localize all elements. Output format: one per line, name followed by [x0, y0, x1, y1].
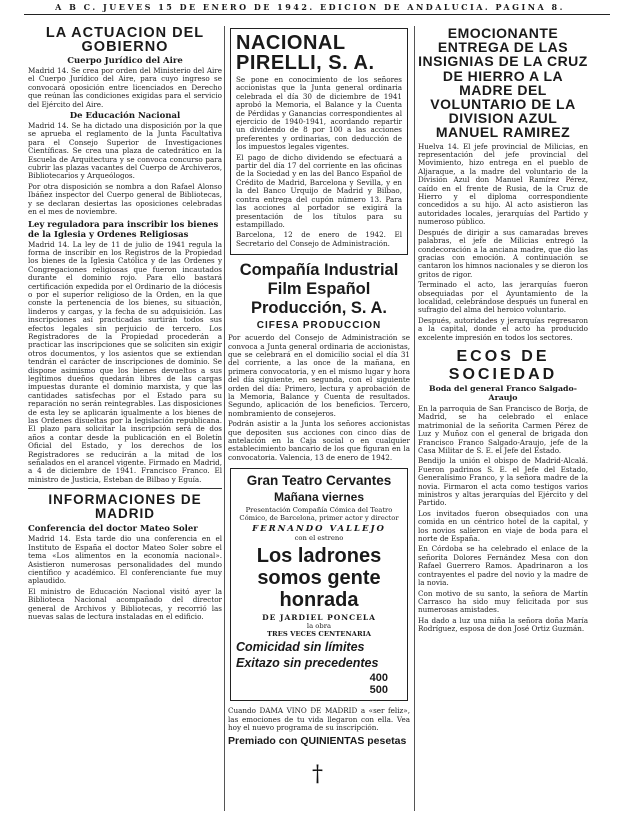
- pirelli-notice: [230, 28, 408, 255]
- society-subhead: Boda del general Franco Salgado-Araujo: [429, 383, 577, 402]
- air-legal-corps-subhead: Cuerpo Jurídico del Aire: [67, 56, 183, 66]
- masthead-rule: [24, 14, 610, 15]
- pirelli-headline: NACIONAL PIRELLI, S. A.: [236, 32, 375, 74]
- cifesa-subhead: CIFESA PRODUCCION: [256, 320, 382, 332]
- madrid-news-headline: INFORMACIONES DE MADRID: [48, 492, 202, 522]
- exito-line: Exitazo sin precedentes: [236, 656, 379, 671]
- church-law-headline: Ley reguladora para inscribir los bienes de la Iglesia y Ordenes Religiosas: [28, 219, 219, 240]
- comicidad-line: Comicidad sin límites: [236, 640, 365, 655]
- society-text-2: Bendijo la unión el obispo de Madrid-Alcalá. Fueron padrinos S. E. el Jefe del Estado, Generalísimo Franco, y la señora madre de la novia. Firmaron el acta como testigos varios ministros y altas jerarquías del Ejército y del Partido.: [418, 456, 588, 508]
- society-text-6: Ha dado a luz una niña la señora doña María Rodríguez, esposa de don José Ortiz Guzmán.: [418, 615, 588, 634]
- society-text-1: En la parroquia de San Francisco de Borja, de Madrid, se ha celebrado el enlace matrimonial de la señorita Carmen Pérez de Luz y Muñoz con el general de brigada don Francisco Franco Salgado-Araujo, jefe de la Casa Militar de S. E. el Jefe del Estado.: [418, 403, 588, 455]
- conference-subhead: Conferencia del doctor Mateo Soler: [28, 524, 198, 535]
- play-author: DE JARDIEL PONCELA: [262, 613, 376, 623]
- society-text-3: Los invitados fueron obsequiados con una comida en un céntrico hotel de la capital, y los novios salieron en viaje de boda para el norte de España.: [418, 508, 588, 544]
- church-law-text: Madrid 14. La ley de 11 de julio de 1941 regula la forma de inscribir en los Registros de la Propiedad los bienes de la Iglesia Católica y de las Ordenes y Congregaciones religiosas que fueron incautados durante el dominio rojo. Para ello bastará certificación expedida por el Ordinario de la diócesis o por el superior religioso de la Orden, en la que conste la pertenencia de los bienes, su situación, linderos y cargas, y la fecha de su adquisición. Las inscripciones así practicadas surtirán todos sus efectos legales sin perjuicio de tercero. Los Registradores de la Propiedad procederán a practicar las inscripciones que se soliciten sin exigir otros documentos, y los asientos que se extiendan tendrán el carácter de inscripciones de dominio. Se dispone asimismo que los bienes devueltos a sus legítimos dueños quedarán libres de las cargas impuestas durante el dominio marxista, y que las cantidades satisfechas por el Estado para su reparación no serán reintegrables. Las disposiciones de esta ley se aplicarán igualmente a los bienes de las Ordenes disueltas por la legislación republicana. El plazo para solicitar la inscripción será de dos años a contar desde la publicación en el Boletín Oficial del Estado, y los derechos de los Registradores se reducirán a la mitad de los señalados en el arancel vigente. Firmado en Madrid, a 4 de diciembre de 1941. Francisco Franco. El ministro de Justicia, Esteban de Bilbao y Eguía.: [28, 239, 222, 484]
- conference-text: Madrid 14. Esta tarde dio una conferencia en el Instituto de España el doctor Mateo Soler sobre el tema «Los alimentos en la economía nacional». Asistieron numerosas personalidades del mundo científico y académico. El conferenciante fue muy aplaudido.: [28, 534, 222, 586]
- teatro-actor: FERNANDO VALLEJO: [252, 524, 386, 535]
- teatro-company: Presentación Compañía Cómica del Teatro Cómico, de Barcelona, primer actor y director: [239, 506, 399, 523]
- education-text-2: Por otra disposición se nombra a don Rafael Alonso Ibáñez inspector del Cuerpo general de Bibliotecas, y se declaran desiertas las oposiciones celebradas en el mes de noviembre.: [28, 181, 222, 217]
- column-news: [418, 26, 588, 811]
- society-text-4: En Córdoba se ha celebrado el enlace de la señorita Dolores Fernández Mesa con don Rafael Guerrero Ramos. Apadrinaron a los contrayentes el padre del novio y la madre de la novia.: [418, 544, 588, 588]
- section-rule: [28, 488, 222, 489]
- showtime-1: 400: [369, 672, 388, 685]
- showtime-2: 500: [369, 684, 388, 697]
- column-divider-1: [224, 26, 225, 811]
- library-visit-text: El ministro de Educación Nacional visitó ayer la Biblioteca Nacional acompañado del director general de Archivos y Bibliotecas, y recorrió las nuevas salas de lectura instaladas en el edificio.: [28, 586, 222, 621]
- lottery-prize-line: Premiado con QUINIENTAS pesetas: [228, 735, 407, 748]
- play-centenary: TRES VECES CENTENARIA: [266, 630, 372, 639]
- cifesa-headline: Compañía Industrial Film Español Producción, S. A.: [239, 261, 399, 318]
- cifesa-text-2: Podrán asistir a la Junta los señores accionistas que depositen sus acciones con cinco días de antelación en la Caja social o en cualquier establecimiento bancario de los que figuran en la convocatoria. Valencia, 13 de enero de 1942.: [228, 419, 410, 462]
- society-text-5: Con motivo de su santo, la señora de Martín Carrasco ha sido muy felicitada por sus numerosas amistades.: [418, 588, 588, 615]
- iron-cross-headline: EMOCIONANTE ENTREGA DE LAS INSIGNIAS DE LA CRUZ DE HIERRO A LA MADRE DEL VOLUNTARIO DE LA DIVISION AZUL MANUEL RAMIREZ: [418, 26, 588, 141]
- iron-cross-text-2: Después de dirigir a sus camaradas breves palabras, el jefe de Milicias entregó la condecoración a la anciana madre, que dio las gracias con emoción. A continuación se cantaron los himnos nacionales y se dieron los gritos de rigor.: [418, 227, 588, 279]
- column-ads: [228, 26, 410, 811]
- teatro-ad: [230, 468, 408, 701]
- showtimes: [236, 672, 388, 696]
- teatro-title: Gran Teatro Cervantes: [246, 473, 392, 489]
- iron-cross-text-4: Después, autoridades y jerarquías regresaron a la capital, donde el acto ha producido excelente impresión en todos los sectores.: [418, 315, 588, 342]
- iron-cross-text-1: Huelva 14. El jefe provincial de Milicias, en representación del jefe provincial del Movimiento, hizo entrega en el pueblo de Aljaraque, a la madre del voluntario de la División Azul don Manuel Ramírez Pérez, caído en el frente de Rusia, de la Cruz de Hierro y el diploma correspondiente concedidos a su hijo. Al acto asistieron las autoridades locales, jerarquías del Partido y numeroso público.: [418, 141, 588, 227]
- column-government: [28, 26, 222, 811]
- play-title: Los ladrones somos gente honrada: [256, 545, 382, 612]
- teatro-premiere-label: con el estreno: [294, 534, 344, 543]
- lottery-text: Cuando DAMA VINO DE MADRID a «ser feliz», las emociones de tu vida llegaron con ella. Vea hoy el nuevo programa de su inscripción.: [228, 706, 410, 733]
- education-text: Madrid 14. Se ha dictado una disposición por la que se aprueba el reglamento de la Junta Facultativa para el Consejo Superior de Investigaciones Científicas. Se crea una plaza de catedrático en la Escuela de Arquitectura y se convoca concurso para cubrir las plazas vacantes del Cuerpo de Archiveros, Bibliotecarios y Arqueólogos.: [28, 121, 222, 181]
- cifesa-text-1: Por acuerdo del Consejo de Administración se convoca a Junta general ordinaria de accionistas, que se celebrará en el domicilio social el día 31 del corriente, a las once de la mañana, en primera convocatoria, y en el mismo lugar y hora del día siguiente, en segunda, con el siguiente orden del día: Primero, lectura y aprobación de la Memoria, Balance y Cuenta de resultados. Segundo, aplicación de los beneficios. Tercero, nombramiento de consejeros.: [228, 333, 410, 418]
- masthead: A B C. JUEVES 15 DE ENERO DE 1942. EDICION DE ANDALUCIA. PAGINA 8.: [55, 2, 565, 12]
- teatro-date: Mañana viernes: [273, 490, 365, 505]
- dagger-mark-icon: †: [312, 762, 323, 787]
- government-headline: LA ACTUACION DEL GOBIERNO: [45, 26, 205, 55]
- pirelli-text-3: Barcelona, 12 de enero de 1942. El Secretario del Consejo de Administración.: [236, 230, 402, 248]
- pirelli-text-1: Se pone en conocimiento de los señores accionistas que la Junta general ordinaria celebrada el día 30 de diciembre de 1941 aprobó la Memoria, el Balance y la Cuenta de Pérdidas y Ganancias correspondientes al ejercicio de 1940-1941, acordando repartir un dividendo de 8 por 100 a las acciones preferentes y ordinarias, con deducción de los impuestos legales vigentes.: [236, 75, 402, 152]
- play-work-label: la obra: [306, 622, 332, 631]
- column-divider-2: [414, 26, 415, 811]
- iron-cross-text-3: Terminado el acto, las jerarquías fueron obsequiadas por el Ayuntamiento de la localidad, celebrándose después un funeral en sufragio del alma del heroico voluntario.: [418, 280, 588, 315]
- education-subhead: De Educación Nacional: [69, 111, 181, 122]
- society-headline: ECOS DE SOCIEDAD: [448, 347, 558, 383]
- pirelli-text-2: El pago de dicho dividendo se efectuará a partir del día 17 del corriente en las oficinas de la Sociedad y en las del Banco Español de Crédito de Madrid, Barcelona y Sevilla, y en la del Banco Urquijo de Madrid y Bilbao, contra entrega del cupón número 13. Para las acciones al portador se exigirá la presentación de los títulos para su estampillado.: [236, 152, 402, 229]
- air-legal-corps-text: Madrid 14. Se crea por orden del Ministerio del Aire el Cuerpo Jurídico del Aire, para cuyo ingreso se convocará oposición entre licenciados en Derecho que reúnan las condiciones exigidas para el servicio del Ejército del Aire.: [28, 66, 222, 109]
